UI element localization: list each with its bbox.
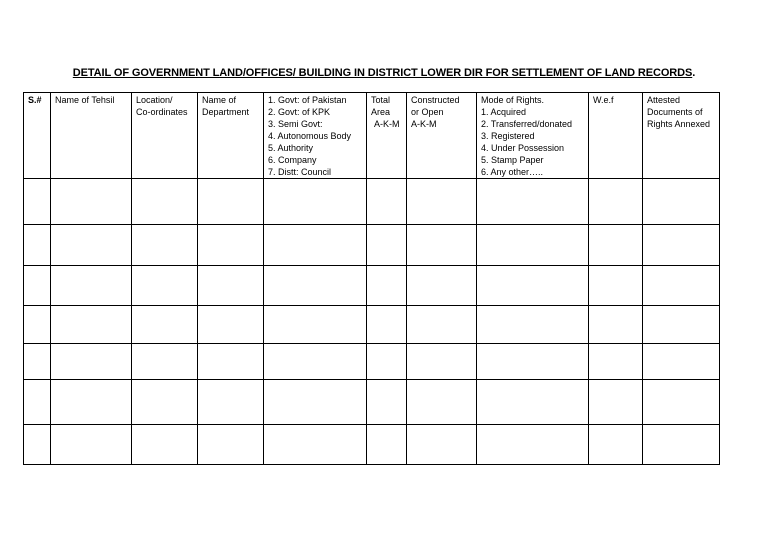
table-cell[interactable] — [477, 306, 589, 344]
table-cell[interactable] — [132, 344, 198, 380]
document-title — [0, 65, 768, 81]
table-cell[interactable] — [198, 179, 264, 225]
table-row — [24, 179, 720, 225]
table-cell[interactable] — [367, 179, 407, 225]
header-tehsil-line: Name of Tehsil — [55, 95, 115, 105]
mode-of-rights-option: 6. Any other….. — [481, 167, 544, 177]
header-total-area-unit: A-K-M — [374, 119, 400, 129]
table-cell[interactable] — [24, 344, 51, 380]
table-row — [24, 225, 720, 266]
table-cell[interactable] — [264, 266, 367, 306]
header-wef-line: W.e.f — [593, 95, 614, 105]
table-row — [24, 380, 720, 425]
table-cell[interactable] — [132, 380, 198, 425]
table-cell[interactable] — [24, 306, 51, 344]
table-cell[interactable] — [367, 344, 407, 380]
table-cell[interactable] — [407, 344, 477, 380]
table-cell[interactable] — [407, 266, 477, 306]
header-wef — [589, 93, 643, 179]
ownership-option: 6. Company — [268, 155, 317, 165]
header-department — [198, 93, 264, 179]
ownership-option: 1. Govt: of Pakistan — [268, 95, 347, 105]
table-cell[interactable] — [477, 225, 589, 266]
table-cell[interactable] — [132, 266, 198, 306]
table-cell[interactable] — [407, 306, 477, 344]
table-cell[interactable] — [264, 179, 367, 225]
table-cell[interactable] — [477, 380, 589, 425]
table-cell[interactable] — [198, 380, 264, 425]
ownership-option: 2. Govt: of KPK — [268, 107, 331, 117]
header-serial-line: S.# — [28, 95, 42, 105]
table-cell[interactable] — [51, 266, 132, 306]
table-cell[interactable] — [24, 225, 51, 266]
ownership-option: 4. Autonomous Body — [268, 131, 352, 141]
table-cell[interactable] — [477, 179, 589, 225]
header-serial — [24, 93, 51, 179]
table-cell[interactable] — [589, 425, 643, 465]
table-cell[interactable] — [198, 306, 264, 344]
ownership-option: 5. Authority — [268, 143, 314, 153]
table-cell[interactable] — [51, 344, 132, 380]
mode-of-rights-option: 4. Under Possession — [481, 143, 565, 153]
header-attested-line: Documents of — [647, 107, 703, 117]
table-cell[interactable] — [643, 306, 720, 344]
mode-of-rights-title: Mode of Rights. — [481, 95, 545, 105]
table-cell[interactable] — [367, 306, 407, 344]
table-cell[interactable] — [407, 225, 477, 266]
table-cell[interactable] — [198, 344, 264, 380]
table-cell[interactable] — [24, 425, 51, 465]
header-attested-line: Rights Annexed — [647, 119, 711, 129]
header-ownership — [264, 93, 367, 179]
table-cell[interactable] — [643, 380, 720, 425]
table-cell[interactable] — [51, 380, 132, 425]
mode-of-rights-option: 3. Registered — [481, 131, 535, 141]
mode-of-rights-option: 5. Stamp Paper — [481, 155, 544, 165]
table-cell[interactable] — [477, 425, 589, 465]
table-cell[interactable] — [24, 179, 51, 225]
table-cell[interactable] — [407, 380, 477, 425]
table-cell[interactable] — [407, 179, 477, 225]
header-constructed-unit: A-K-M — [411, 119, 437, 129]
table-cell[interactable] — [643, 425, 720, 465]
table-cell[interactable] — [264, 225, 367, 266]
mode-of-rights-option: 1. Acquired — [481, 107, 527, 117]
header-total-area-line: Area — [371, 107, 391, 117]
table-cell[interactable] — [51, 306, 132, 344]
ownership-option: 3. Semi Govt: — [268, 119, 323, 129]
table-cell[interactable] — [407, 425, 477, 465]
document-title-text: DETAIL OF GOVERNMENT LAND/OFFICES/ BUILDING IN DISTRICT LOWER DIR FOR SETTLEMENT OF LAND RECORDS — [72, 67, 693, 79]
table-cell[interactable] — [367, 425, 407, 465]
header-attested-line: Attested — [647, 95, 681, 105]
header-constructed-line: or Open — [411, 107, 444, 117]
table-cell[interactable] — [643, 344, 720, 380]
header-location-line: Location/ — [136, 95, 173, 105]
header-row — [24, 93, 720, 179]
header-tehsil — [51, 93, 132, 179]
table-cell[interactable] — [264, 425, 367, 465]
table-cell[interactable] — [589, 306, 643, 344]
table-row — [24, 425, 720, 465]
document-title-period: . — [692, 67, 696, 79]
header-department-line: Department — [202, 107, 250, 117]
table-cell[interactable] — [367, 225, 407, 266]
table-cell[interactable] — [51, 225, 132, 266]
table-cell[interactable] — [132, 306, 198, 344]
table-cell[interactable] — [367, 380, 407, 425]
header-attested — [643, 93, 720, 179]
header-location-line: Co-ordinates — [136, 107, 188, 117]
header-total-area-line: Total — [371, 95, 391, 105]
table-cell[interactable] — [132, 179, 198, 225]
header-department-line: Name of — [202, 95, 237, 105]
header-constructed — [407, 93, 477, 179]
table-cell[interactable] — [643, 225, 720, 266]
table-cell[interactable] — [264, 306, 367, 344]
table-cell[interactable] — [198, 225, 264, 266]
table-cell[interactable] — [589, 179, 643, 225]
table-cell[interactable] — [477, 266, 589, 306]
table-cell[interactable] — [589, 225, 643, 266]
table-cell[interactable] — [132, 425, 198, 465]
table-cell[interactable] — [589, 266, 643, 306]
table-cell[interactable] — [264, 344, 367, 380]
table-cell[interactable] — [589, 380, 643, 425]
table-cell[interactable] — [51, 179, 132, 225]
table-cell[interactable] — [264, 380, 367, 425]
table-cell[interactable] — [132, 225, 198, 266]
table-cell[interactable] — [643, 179, 720, 225]
table-cell[interactable] — [198, 425, 264, 465]
header-total-area — [367, 93, 407, 179]
table-row — [24, 306, 720, 344]
header-mode-of-rights — [477, 93, 589, 179]
table-cell[interactable] — [367, 266, 407, 306]
table-cell[interactable] — [24, 380, 51, 425]
header-constructed-line: Constructed — [411, 95, 460, 105]
table-row — [24, 266, 720, 306]
table-row — [24, 344, 720, 380]
table-cell[interactable] — [24, 266, 51, 306]
table-cell[interactable] — [643, 266, 720, 306]
land-records-table — [23, 92, 720, 465]
table-cell[interactable] — [51, 425, 132, 465]
table-cell[interactable] — [477, 344, 589, 380]
table-body — [24, 179, 720, 465]
mode-of-rights-option: 2. Transferred/donated — [481, 119, 573, 129]
ownership-option: 7. Distt: Council — [268, 167, 332, 177]
header-location — [132, 93, 198, 179]
table-cell[interactable] — [589, 344, 643, 380]
table-cell[interactable] — [198, 266, 264, 306]
